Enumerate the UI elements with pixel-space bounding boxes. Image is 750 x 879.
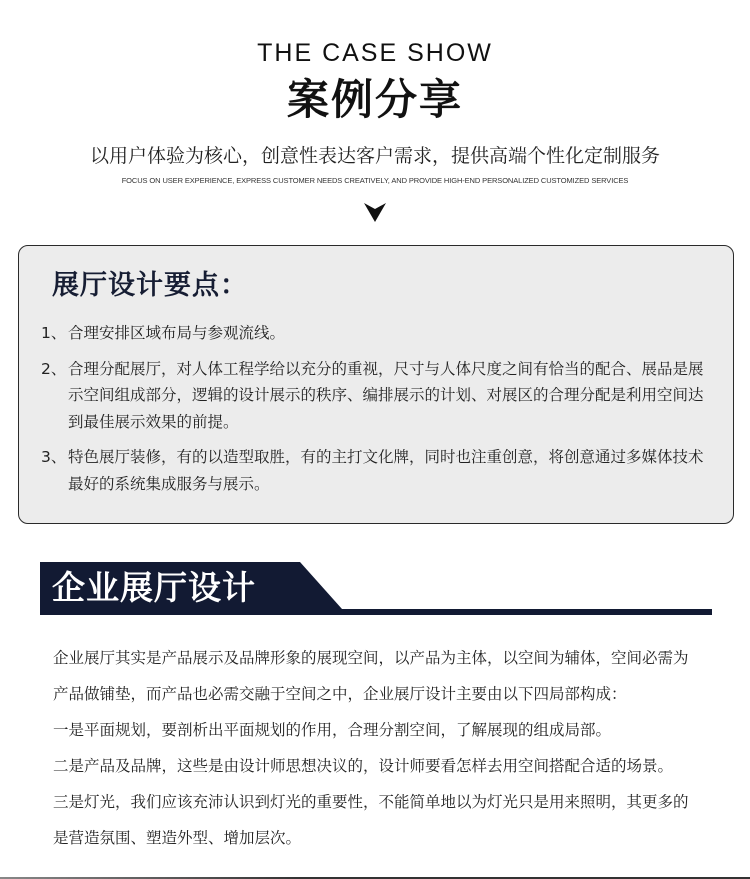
section-title: 企业展厅设计 xyxy=(52,568,256,607)
chevron-down-icon xyxy=(364,201,386,223)
list-item-text: 合理安排区域布局与参观流线。 xyxy=(68,324,286,342)
list-item-text: 特色展厅装修，有的以造型取胜，有的主打文化牌，同时也注重创意，将创意通过多媒体技术最好的系统集成服务与展示。 xyxy=(68,448,704,493)
paragraph-line: 产品做铺垫，而产品也必需交融于空间之中，企业展厅设计主要由以下四局部构成： xyxy=(53,685,627,703)
design-points-title: 展厅设计要点： xyxy=(52,270,248,301)
list-item-number: 2、 xyxy=(41,359,67,378)
list-item xyxy=(41,444,713,497)
paragraph-line: 是营造氛围、塑造外型、增加层次。 xyxy=(53,829,302,847)
header-subtitle-en: FOCUS ON USER EXPERIENCE, EXPRESS CUSTOMER NEEDS CREATIVELY, AND PROVIDE HIGH-END PERSONALIZED CUSTOMIZED SERVICES xyxy=(121,176,629,185)
header-en-title: THE CASE SHOW xyxy=(257,39,493,67)
paragraph-line: 企业展厅其实是产品展示及品牌形象的展现空间，以产品为主体，以空间为辅体，空间必需为 xyxy=(53,649,689,667)
section-body xyxy=(53,640,713,856)
list-item xyxy=(41,356,713,436)
header-subtitle: 以用户体验为核心，创意性表达客户需求，提供高端个性化定制服务 xyxy=(89,145,660,167)
paragraph-line: 二是产品及品牌，这些是由设计师思想决议的，设计师要看怎样去用空间搭配合适的场景。 xyxy=(53,757,674,775)
design-points-box xyxy=(18,245,734,524)
paragraph-line: 三是灯光，我们应该充沛认识到灯光的重要性，不能简单地以为灯光只是用来照明，其更多的 xyxy=(53,793,689,811)
list-item-number: 1、 xyxy=(41,324,67,342)
list-item xyxy=(41,320,713,347)
list-item-text: 合理分配展厅，对人体工程学给以充分的重视，尺寸与人体尺度之间有恰当的配合、展品是展示空间组成部分，逻辑的设计展示的秩序、编排展示的计划、对展区的合理分配是利用空间达到最佳展示效果的前提。 xyxy=(68,359,704,431)
design-points-list xyxy=(41,320,713,506)
paragraph-line: 一是平面规划，要剖析出平面规划的作用，合理分割空间，了解展现的组成局部。 xyxy=(53,721,612,739)
header-cn-title: 案例分享 xyxy=(286,75,463,124)
section-header xyxy=(40,562,712,615)
list-item-number: 3、 xyxy=(41,448,67,466)
